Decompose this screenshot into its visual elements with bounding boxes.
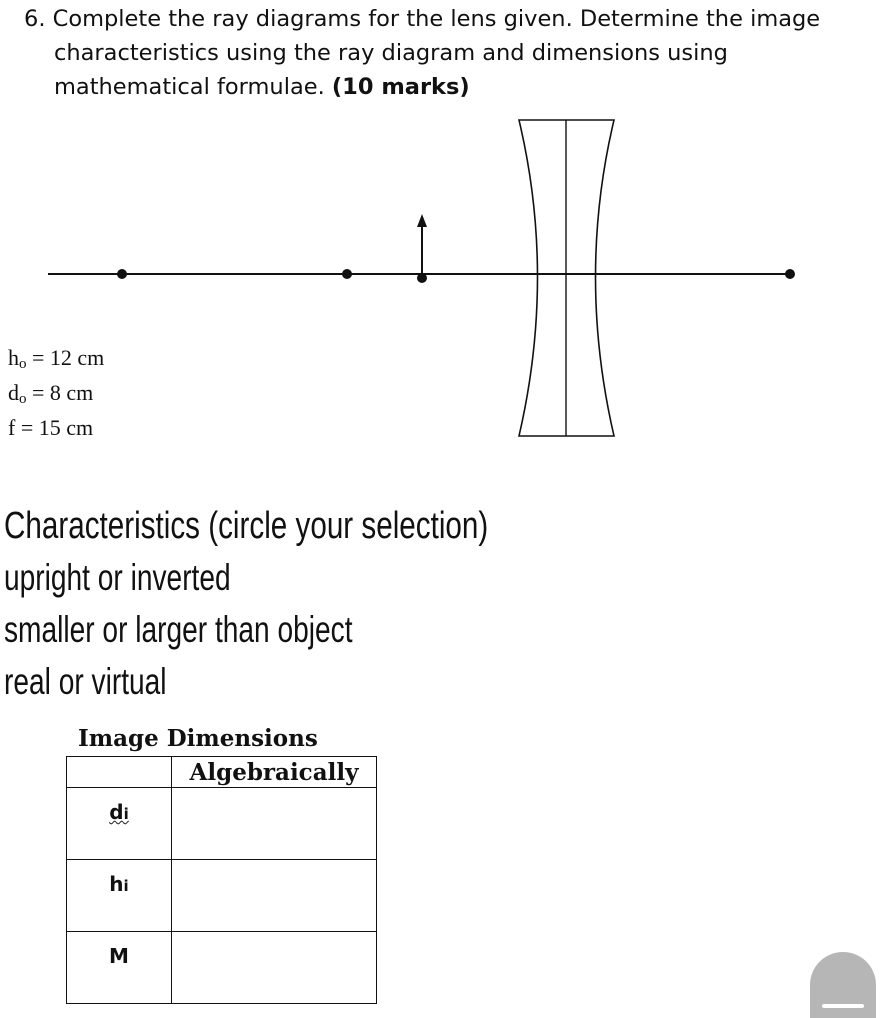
table-row-m xyxy=(67,932,377,1004)
question-line-3 xyxy=(24,70,864,104)
given-do xyxy=(8,377,104,412)
question-text xyxy=(24,2,864,104)
question-line-1: 6. Complete the ray diagrams for the lens given. Determine the image xyxy=(24,6,821,32)
question-line-2: characteristics using the ray diagram and dimensions using xyxy=(54,40,728,66)
table-row-hi xyxy=(67,860,377,932)
object-base xyxy=(417,273,427,283)
table-row-di xyxy=(67,788,377,860)
label-m: M xyxy=(67,932,172,1004)
characteristics-heading: Characteristics (circle your selection) xyxy=(4,505,489,547)
label-di-text: di xyxy=(109,800,129,824)
option-size[interactable]: smaller or larger than object xyxy=(4,609,353,650)
label-hi: hi xyxy=(67,860,172,932)
option-type[interactable]: real or virtual xyxy=(4,661,167,702)
given-do-symbol: d xyxy=(8,380,19,405)
answer-cell-m[interactable] xyxy=(172,932,377,1004)
marks-label: (10 marks) xyxy=(331,74,470,100)
given-f-value: = 15 cm xyxy=(15,415,94,440)
characteristics-section xyxy=(4,500,625,708)
given-ho-symbol: h xyxy=(8,345,19,370)
ray-diagram xyxy=(0,100,880,460)
given-f xyxy=(8,412,104,447)
dimensions-table xyxy=(66,756,377,1004)
given-ho-sub: o xyxy=(19,356,27,372)
header-algebraically: Algebraically xyxy=(172,757,377,788)
dimensions-title: Image Dimensions xyxy=(78,725,318,752)
answer-cell-hi[interactable] xyxy=(172,860,377,932)
given-values xyxy=(8,342,104,447)
given-ho-value: = 12 cm xyxy=(26,345,105,370)
handle-bar-icon xyxy=(822,1004,864,1008)
given-ho xyxy=(8,342,104,377)
point-2f-left xyxy=(117,269,127,279)
given-do-sub: o xyxy=(19,391,27,407)
header-blank-cell xyxy=(67,757,172,788)
point-f-left xyxy=(342,269,352,279)
point-right xyxy=(785,269,795,279)
label-di xyxy=(67,788,172,860)
question-line-3-text: mathematical formulae. xyxy=(54,74,325,100)
option-orientation[interactable]: upright or inverted xyxy=(4,557,231,598)
table-header-row xyxy=(67,757,377,788)
answer-cell-di[interactable] xyxy=(172,788,377,860)
given-f-symbol: f xyxy=(8,415,16,440)
object-arrowhead xyxy=(417,214,427,227)
given-do-value: = 8 cm xyxy=(26,380,94,405)
scroll-handle-button[interactable] xyxy=(810,952,876,1018)
